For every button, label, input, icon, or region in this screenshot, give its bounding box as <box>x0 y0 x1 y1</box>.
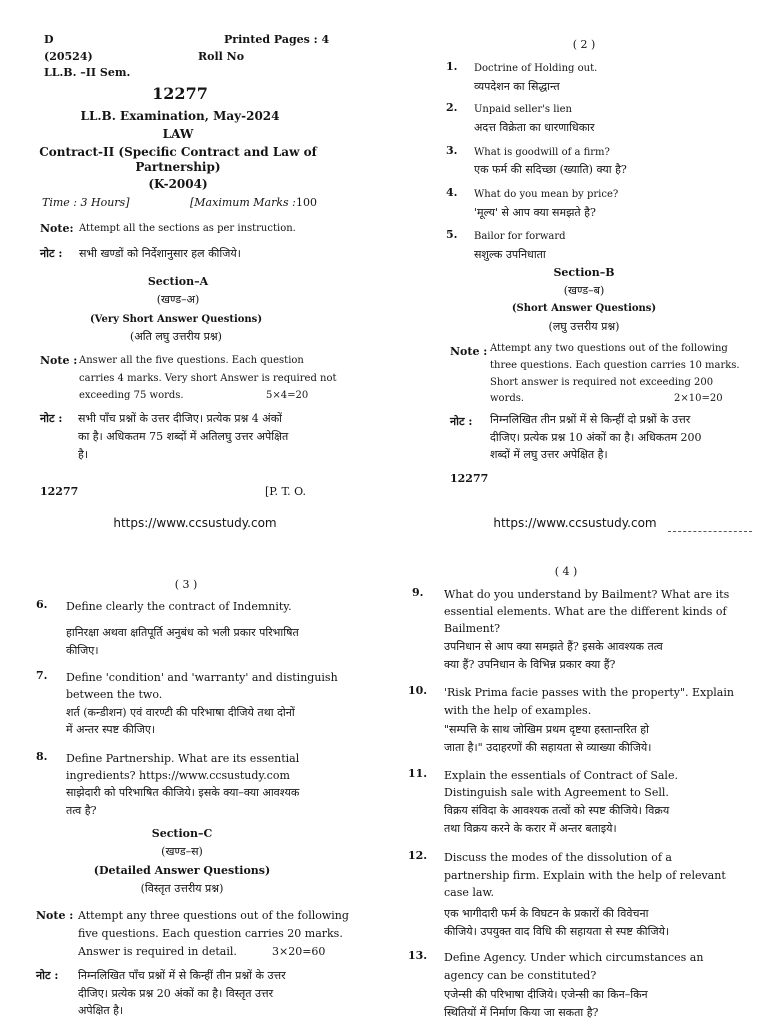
question-text-hi: व्यपदेशन का सिद्धान्त <box>474 80 560 93</box>
question-text-hi: अदत्त विक्रेता का धारणाधिकार <box>474 121 595 134</box>
section-c-subtitle-hi: (विस्तृत उत्तरीय प्रश्न) <box>140 882 224 895</box>
note-label: Note : <box>450 345 488 358</box>
question-text: ingredients? https://www.ccsustudy.com <box>66 769 290 782</box>
question-text-hi: विक्रय संविदा के आवश्यक तत्वों को स्पष्ट कीजिये। विक्रय <box>444 804 670 817</box>
note-line: Short answer is required not exceeding 200 <box>490 377 714 388</box>
question-text: essential elements. What are the different kinds of <box>444 605 727 618</box>
subject: LAW <box>162 127 194 141</box>
note2-hi-line: का है। अधिकतम 75 शब्दों में अतिलघु उत्तर अपेक्षित <box>78 430 289 443</box>
question-text: 'Risk Prima facie passes with the property". Explain <box>444 686 734 699</box>
paper-title-line-2: Partnership) <box>135 160 221 174</box>
note-label: Note : <box>36 909 74 922</box>
section-a-subtitle-hi: (अति लघु उत्तरीय प्रश्न) <box>130 330 222 343</box>
question-text: agency can be constituted? <box>444 969 597 982</box>
section-c-title-hi: (खण्ड–स) <box>161 845 203 858</box>
footer-code: 12277 <box>40 485 79 498</box>
max-marks-value: 100 <box>296 196 317 209</box>
section-c-subtitle: (Detailed Answer Questions) <box>93 864 271 877</box>
question-text-hi: तत्व है? <box>66 804 97 817</box>
question-text-hi: उपनिधान से आप क्या समझते हैं? इसके आवश्यक तत्व <box>444 640 663 653</box>
question-text: What do you mean by price? <box>474 189 619 200</box>
question-text: Define 'condition' and 'warranty' and distinguish <box>66 671 338 684</box>
section-a-title: Section–A <box>147 275 209 288</box>
question-number: 4. <box>446 186 458 199</box>
question-text: Explain the essentials of Contract of Sale. <box>444 769 678 782</box>
exam-title: LL.B. Examination, May-2024 <box>80 109 280 123</box>
exam-code: (20524) <box>44 50 93 63</box>
roll-no-label: Roll No <box>198 50 245 63</box>
note-line: Answer is required in detail. <box>78 945 237 958</box>
note-line: five questions. Each question carries 20 marks. <box>78 927 343 940</box>
semester: LL.B. –II Sem. <box>44 66 131 79</box>
note-hi-line: शब्दों में लघु उत्तर अपेक्षित है। <box>490 448 608 461</box>
section-b-title: Section–B <box>553 266 615 279</box>
time-allowed: Time : 3 Hours] <box>42 196 130 209</box>
note-marks: 3×20=60 <box>272 945 326 958</box>
question-text: Define Partnership. What are its essential <box>66 752 300 765</box>
question-text-hi: स्थितियों में निर्माण किया जा सकता है? <box>444 1006 599 1019</box>
note2-line: Answer all the five questions. Each question <box>79 355 304 366</box>
section-c-title: Section–C <box>151 827 213 840</box>
page1-footer-url[interactable]: https://www.ccsustudy.com <box>113 516 277 530</box>
question-number: 3. <box>446 144 458 157</box>
question-text-hi: में अन्तर स्पष्ट कीजिए। <box>66 723 156 736</box>
note-line: words. <box>490 393 525 404</box>
question-number: 10. <box>408 684 428 697</box>
section-a-subtitle: (Very Short Answer Questions) <box>89 314 263 325</box>
question-text: Distinguish sale with Agreement to Sell. <box>444 786 669 799</box>
printed-pages: Printed Pages : 4 <box>224 33 330 46</box>
note2-marks: 5×4=20 <box>266 390 309 401</box>
page-number: ( 4 ) <box>554 565 578 578</box>
question-number: 13. <box>408 949 428 962</box>
question-text: Doctrine of Holding out. <box>474 63 598 74</box>
note2-hi-line: है। <box>78 448 89 461</box>
note-hi-line: दीजिए। प्रत्येक प्रश्न 20 अंकों का है। विस्तृत उत्तर <box>78 987 274 1000</box>
page-4 <box>384 512 768 1024</box>
paper-number: 12277 <box>152 84 208 103</box>
footer-pto: [P. T. O. <box>265 485 307 498</box>
question-text-hi: सशुल्क उपनिधाता <box>474 248 546 261</box>
question-text-hi: एक फर्म की सदिच्छा (ख्याति) क्या है? <box>474 163 627 176</box>
note-hi-label: नोट : <box>40 247 63 260</box>
question-text-hi: 'मूल्य' से आप क्या समझते है? <box>474 206 596 219</box>
note2-line: carries 4 marks. Very short Answer is required not <box>79 373 337 384</box>
question-text-hi: तथा विक्रय करने के करार में अन्तर बताइये। <box>444 822 617 835</box>
note2-hi-line: सभी पाँच प्रश्नों के उत्तर दीजिए। प्रत्येक प्रश्न 4 अंकों <box>78 412 282 425</box>
question-text: Define Agency. Under which circumstances an <box>444 951 704 964</box>
question-text-hi: साझेदारी को परिभाषित कीजिये। इसके क्या–क्या आवश्यक <box>66 786 300 799</box>
question-text-hi: एजेन्सी की परिभाषा दीजिये। एजेन्सी का किन–किन <box>444 988 648 1001</box>
note-hi-line: निम्नलिखित तीन प्रश्नों में से किन्हीं दो प्रश्नों के उत्तर <box>490 413 691 426</box>
question-text-hi: क्या हैं? उपनिधान के विभिन्न प्रकार क्या हैं? <box>444 658 616 671</box>
question-number: 5. <box>446 228 458 241</box>
section-b-subtitle: (Short Answer Questions) <box>511 303 657 314</box>
question-text: What is goodwill of a firm? <box>474 147 610 158</box>
question-text: Define clearly the contract of Indemnity. <box>66 600 292 613</box>
question-text-hi: कीजिये। उपयुक्त वाद विधि की सहायता से स्पष्ट कीजिये। <box>444 925 670 938</box>
series-code: D <box>44 33 54 46</box>
question-text-hi: एक भागीदारी फर्म के विघटन के प्रकारों की विवेचना <box>444 907 649 920</box>
question-text: Unpaid seller's lien <box>474 104 572 115</box>
note-hi-line: अपेक्षित है। <box>78 1004 124 1017</box>
footer-code: 12277 <box>450 472 489 485</box>
note-hi-line: निम्नलिखित पाँच प्रश्नों में से किन्हीं तीन प्रश्नों के उत्तर <box>78 969 286 982</box>
note2-line: exceeding 75 words. <box>79 390 184 401</box>
question-number: 8. <box>36 750 48 763</box>
question-number: 1. <box>446 60 458 73</box>
question-text: Bailment? <box>444 622 501 635</box>
note-marks: 2×10=20 <box>674 393 723 404</box>
question-number: 7. <box>36 669 48 682</box>
page-1 <box>0 0 384 512</box>
question-text-hi: जाता है।" उदाहरणों की सहायता से व्याख्या कीजिये। <box>444 741 652 754</box>
note-line: Attempt any two questions out of the following <box>490 343 728 354</box>
question-text-hi: कीजिए। <box>66 644 99 657</box>
note2-label: Note : <box>40 354 78 367</box>
note-hi-text: सभी खण्डों को निर्देशानुसार हल कीजिये। <box>79 247 241 260</box>
page-3 <box>0 512 384 1024</box>
page-number: ( 2 ) <box>572 38 596 51</box>
note-label: Note: <box>40 222 74 235</box>
page-number: ( 3 ) <box>174 578 198 591</box>
question-number: 2. <box>446 101 458 114</box>
note-line: Attempt any three questions out of the following <box>78 909 349 922</box>
note-text: Attempt all the sections as per instruction. <box>79 223 296 234</box>
question-number: 12. <box>408 849 428 862</box>
question-text: What do you understand by Bailment? What are its <box>444 588 730 601</box>
note-hi-label: नोट : <box>450 415 473 428</box>
question-number: 11. <box>408 767 428 780</box>
note-hi-label: नोट : <box>36 969 59 982</box>
paper-title-line-1: Contract-II (Specific Contract and Law of <box>39 145 317 159</box>
page2-footer-url[interactable]: https://www.ccsustudy.com <box>493 516 657 530</box>
question-text: Discuss the modes of the dissolution of a <box>444 851 672 864</box>
page-2 <box>384 0 768 512</box>
section-b-subtitle-hi: (लघु उत्तरीय प्रश्न) <box>548 320 620 333</box>
max-marks-label: [Maximum Marks : <box>190 196 296 209</box>
question-text: partnership firm. Explain with the help of relevant <box>444 869 726 882</box>
section-a-title-hi: (खण्ड–अ) <box>156 293 200 306</box>
question-text: case law. <box>444 886 495 899</box>
question-text: Bailor for forward <box>474 231 566 242</box>
note-line: three questions. Each question carries 10 marks. <box>490 360 740 371</box>
paper-code: (K-2004) <box>148 177 208 191</box>
note-hi-line: दीजिए। प्रत्येक प्रश्न 10 अंकों का है। अधिकतम 200 <box>490 431 702 444</box>
section-b-title-hi: (खण्ड–ब) <box>563 284 605 297</box>
question-text: between the two. <box>66 688 163 701</box>
note2-hi-label: नोट : <box>40 412 63 425</box>
question-number: 6. <box>36 598 48 611</box>
question-number: 9. <box>412 586 424 599</box>
question-text: with the help of examples. <box>444 704 592 717</box>
question-text-hi: हानिरक्षा अथवा क्षतिपूर्ति अनुबंध को भली प्रकार परिभाषित <box>66 626 299 639</box>
question-text-hi: शर्त (कन्डीशन) एवं वारण्टी की परिभाषा दीजिये तथा दोनों <box>66 706 295 719</box>
question-text-hi: "सम्पत्ति के साथ जोखिम प्रथम दृष्टया हस्तान्तरित हो <box>444 723 649 736</box>
